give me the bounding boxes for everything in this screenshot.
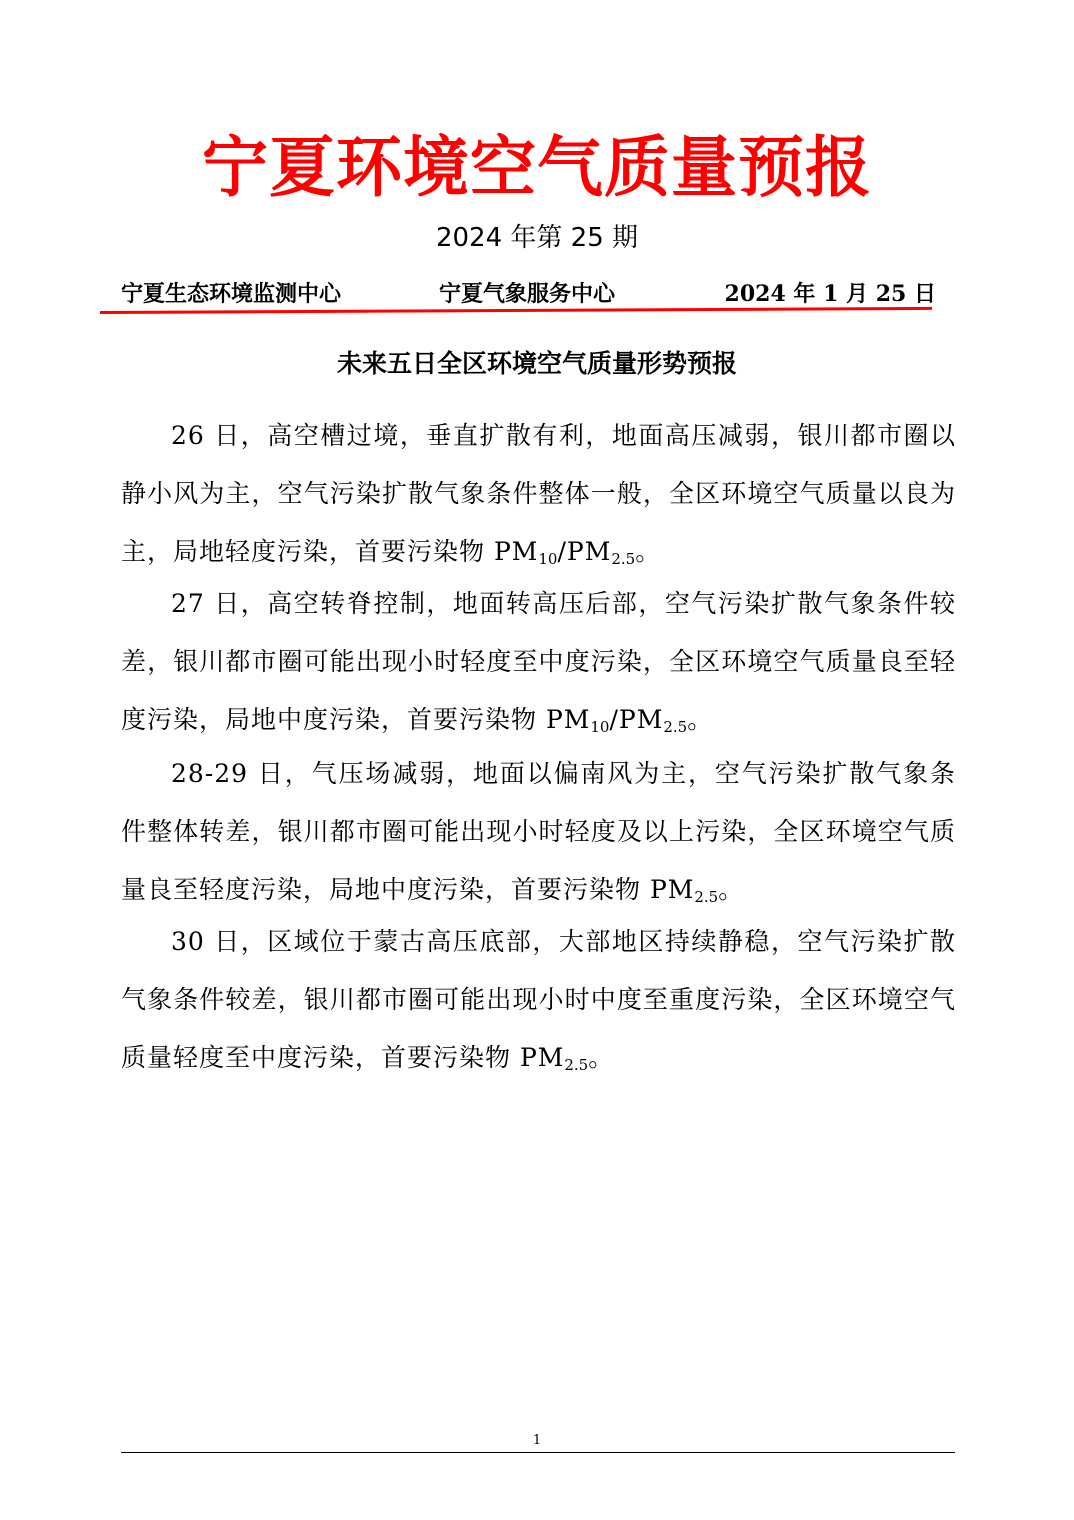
sentence-end: 。 [687,705,714,734]
footer-divider [121,1452,955,1453]
pollutant-subscript: 2.5 [564,1056,589,1074]
bulletin-title: 宁夏环境空气质量预报 [202,128,872,206]
forecast-paragraph-26 [121,407,956,581]
pollutant-label: PM [649,875,695,904]
paragraph-text: 28-29 日，气压场减弱，地面以偏南风为主，空气污染扩散气象条件整体转差，银川都市圈可能出现小时轻度及以上污染，全区环境空气质量良至轻度污染，局地中度污染，首要污染物 [121,759,956,904]
issuer-meteorological-service-center: 宁夏气象服务中心 [439,281,616,307]
pollutant-separator: / [557,537,567,566]
pollutant-subscript: 2.5 [694,888,719,906]
issue-date: 2024 年 1 月 25 日 [724,281,936,307]
forecast-paragraph-27 [121,575,956,749]
pollutant-label: PM [618,705,664,734]
pollutant-subscript: 10 [538,550,558,568]
page-number: 1 [532,1433,542,1448]
paragraph-text: 30 日，区域位于蒙古高压底部，大部地区持续静稳，空气污染扩散气象条件较差，银川都市圈可能出现小时中度至重度污染，全区环境空气质量轻度至中度污染，首要污染物 [121,927,956,1072]
issuer-row [121,277,936,311]
pollutant-label: PM [493,537,539,566]
pollutant-subscript: 2.5 [611,550,636,568]
sentence-end: 。 [588,1043,615,1072]
pollutant-label: PM [545,705,591,734]
forecast-paragraph-28-29 [121,745,956,919]
issuer-environment-monitoring-center: 宁夏生态环境监测中心 [121,281,342,307]
pollutant-subscript: 2.5 [663,718,688,736]
pollutant-subscript: 10 [590,718,610,736]
pollutant-label: PM [519,1043,565,1072]
pollutant-label: PM [566,537,612,566]
pollutant-separator: / [609,705,619,734]
issue-number: 2024 年第 25 期 [435,223,639,253]
paragraph-text: 26 日，高空槽过境，垂直扩散有利，地面高压减弱，银川都市圈以静小风为主，空气污染扩散气象条件整体一般，全区环境空气质量以良为主，局地轻度污染，首要污染物 [121,421,956,566]
forecast-paragraph-30 [121,913,956,1087]
sentence-end: 。 [635,537,662,566]
sentence-end: 。 [718,875,745,904]
section-title: 未来五日全区环境空气质量形势预报 [336,349,737,378]
paragraph-text: 27 日，高空转脊控制，地面转高压后部，空气污染扩散气象条件较差，银川都市圈可能出现小时轻度至中度污染，全区环境空气质量良至轻度污染，局地中度污染，首要污染物 [121,589,956,734]
